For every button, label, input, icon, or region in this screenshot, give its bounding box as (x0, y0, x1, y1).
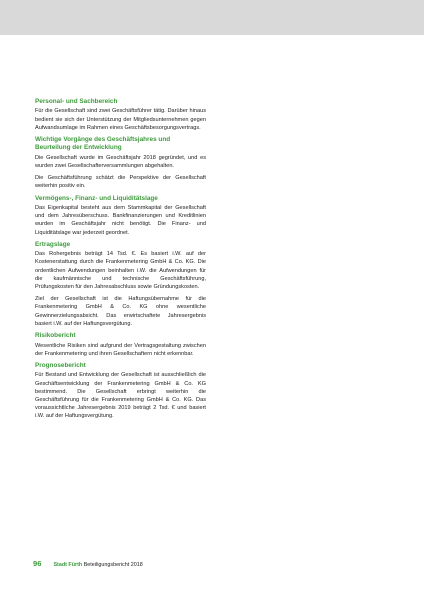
section-vermoegenslage (35, 195, 206, 237)
section-heading: Risikobericht (35, 332, 76, 340)
section-prognosebericht (35, 362, 206, 421)
section-paragraph: Das Rohergebnis beträgt 14 Tsd. €. Es basiert i.W. auf der Kostenerstattung durch die Frankenmetering GmbH & Co. KG. Die ordentlichen Aufwendungen beinhalten i.W. die Aufwendungen für die kaufmännische und technische Geschäftsführung, Prüfungskosten für den Jahresabschluss sowie Gründungskosten. (35, 251, 206, 291)
section-paragraph: Die Gesellschaft wurde im Geschäftsjahr 2018 gegründet, und es wurden zwei Gesellschafterversammlungen abgehalten. (35, 154, 206, 170)
section-heading: Wichtige Vorgänge des Geschäftsjahres und Beurteilung der Entwicklung (35, 136, 171, 152)
section-heading: Vermögens-, Finanz- und Liquiditätslage (35, 194, 158, 202)
page-footer (33, 560, 143, 569)
section-wichtige-vorgaenge (35, 136, 206, 191)
section-paragraph: Wesentliche Risiken sind aufgrund der Vertragsgestaltung zwischen der Frankenmetering und ihren Gesellschaftern nicht erkennbar. (35, 342, 206, 357)
section-heading: Prognosebericht (35, 361, 86, 369)
section-risikobericht (35, 332, 206, 358)
footer-title: Beteiligungsbericht 2018 (83, 562, 143, 568)
section-heading: Ertragslage (35, 240, 71, 248)
footer-brand: Stadt Fürth (53, 562, 83, 568)
section-paragraph: Für die Gesellschaft sind zwei Geschäftsführer tätig. Darüber hinaus bedient sie sich der Unterstützung der Mitgliedsunternehmen gegen Aufwandsumlage im Rahmen eines Geschäftsbesorgungsvertrags. (35, 108, 206, 131)
section-paragraph: Das Eigenkapital besteht aus dem Stammkapital der Gesellschaft und dem Jahresüberschuss. Bankfinanzierungen und Kreditlinien wurden im Geschäftsjahr nicht benötigt. Die Finanz- und Liquiditätslage war jederzeit geordnet. (35, 205, 206, 236)
section-paragraph: Ziel der Gesellschaft ist die Haftungsübernahme für die Frankenmetering GmbH & Co. KG ohne wesentliche Gewinnerzielungsabsicht. Das erwirtschaftete Jahresergebnis basiert i.W. auf der Haftungsvergütung. (35, 296, 206, 327)
report-body (35, 98, 206, 425)
section-personal-sachbereich (35, 98, 206, 132)
page-number: 96 (33, 559, 42, 568)
section-paragraph: Für Bestand und Entwicklung der Gesellschaft ist ausschließlich die Geschäftsentwicklung der Frankenmetering GmbH & Co. KG bestimmend. Die Gesellschaft erbringt weiterhin die Geschäftsführung für die Frankenmetering GmbH & Co. KG. Das voraussichtliche Jahresergebnis 2019 beträgt 2 Tsd. € und basiert i.W. auf der Haftungsvergütung. (35, 372, 206, 420)
section-heading: Personal- und Sachbereich (35, 98, 118, 105)
top-header-band (0, 0, 424, 35)
section-paragraph: Die Geschäftsführung schätzt die Perspektive der Gesellschaft weiterhin positiv ein. (35, 175, 206, 190)
section-ertragslage (35, 241, 206, 328)
